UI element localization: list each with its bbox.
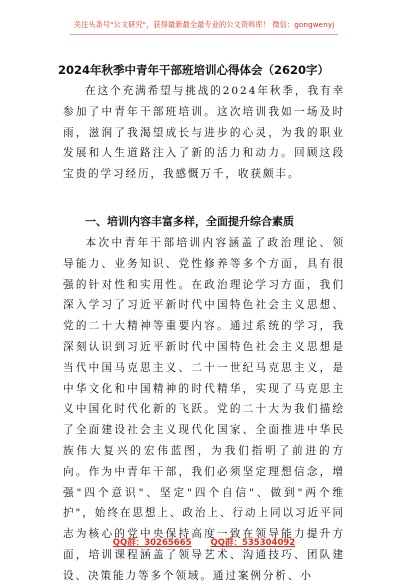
header-banner: 关注头条号"公文研究"，获得最新最全最专业的公文资料库！ 微信：gongwenyj (73, 20, 335, 29)
paragraph-intro-text: 在这个充满希望与挑战的2024年秋季，我有幸参加了中青年干部班培训。这次培训我如一场及时雨，滋润了我渴望成长与进步的心灵，为我的职业发展和人生道路注入了新的活力和动力。回顾这段宝贵的学习经历，我感慨万千，收获颇丰。 (63, 85, 345, 181)
paragraph-section1 (63, 233, 345, 587)
footer-qq-group-2[interactable]: QQ群：535304092 (210, 538, 296, 548)
document-title: 2024年秋季中青年干部班培训心得体会（2620字） (58, 63, 330, 77)
footer (0, 536, 408, 548)
footer-qq-group-1[interactable]: QQ群：30265665 (112, 538, 192, 548)
section-heading: 一、培训内容丰富多样，全面提升综合素质 (85, 215, 294, 228)
header-divider (70, 34, 338, 35)
paragraph-intro (63, 81, 345, 185)
paragraph-section1-text: 本次中青年干部培训内容涵盖了政治理论、领导能力、业务知识、党性修养等多个方面，具有很强的针对性和实用性。在政治理论学习方面，我们深入学习了习近平新时代中国特色社会主义思想、党的二十大精神等重要内容。通过系统的学习，我深刻认识到习近平新时代中国特色社会主义思想是当代中国马克思主义、二十一世纪马克思主义，是中华文化和中国精神的时代精华，实现了马克思主义中国化时代化新的飞跃。党的二十大为我们描绘了全面建设社会主义现代化国家、全面推进中华民族伟大复兴的宏伟蓝图，为我们指明了前进的方向。作为中青年干部，我们必须坚定理想信念，增强"四个意识"、坚定"四个自信"、做到"两个维护"，始终在思想上、政治上、行动上同以习近平同志为核心的党中央保持高度一致在领导能力提升方面，培训课程涵盖了领导艺术、沟通技巧、团队建设、决策能力等多个领域。通过案例分析、小 (63, 237, 345, 582)
